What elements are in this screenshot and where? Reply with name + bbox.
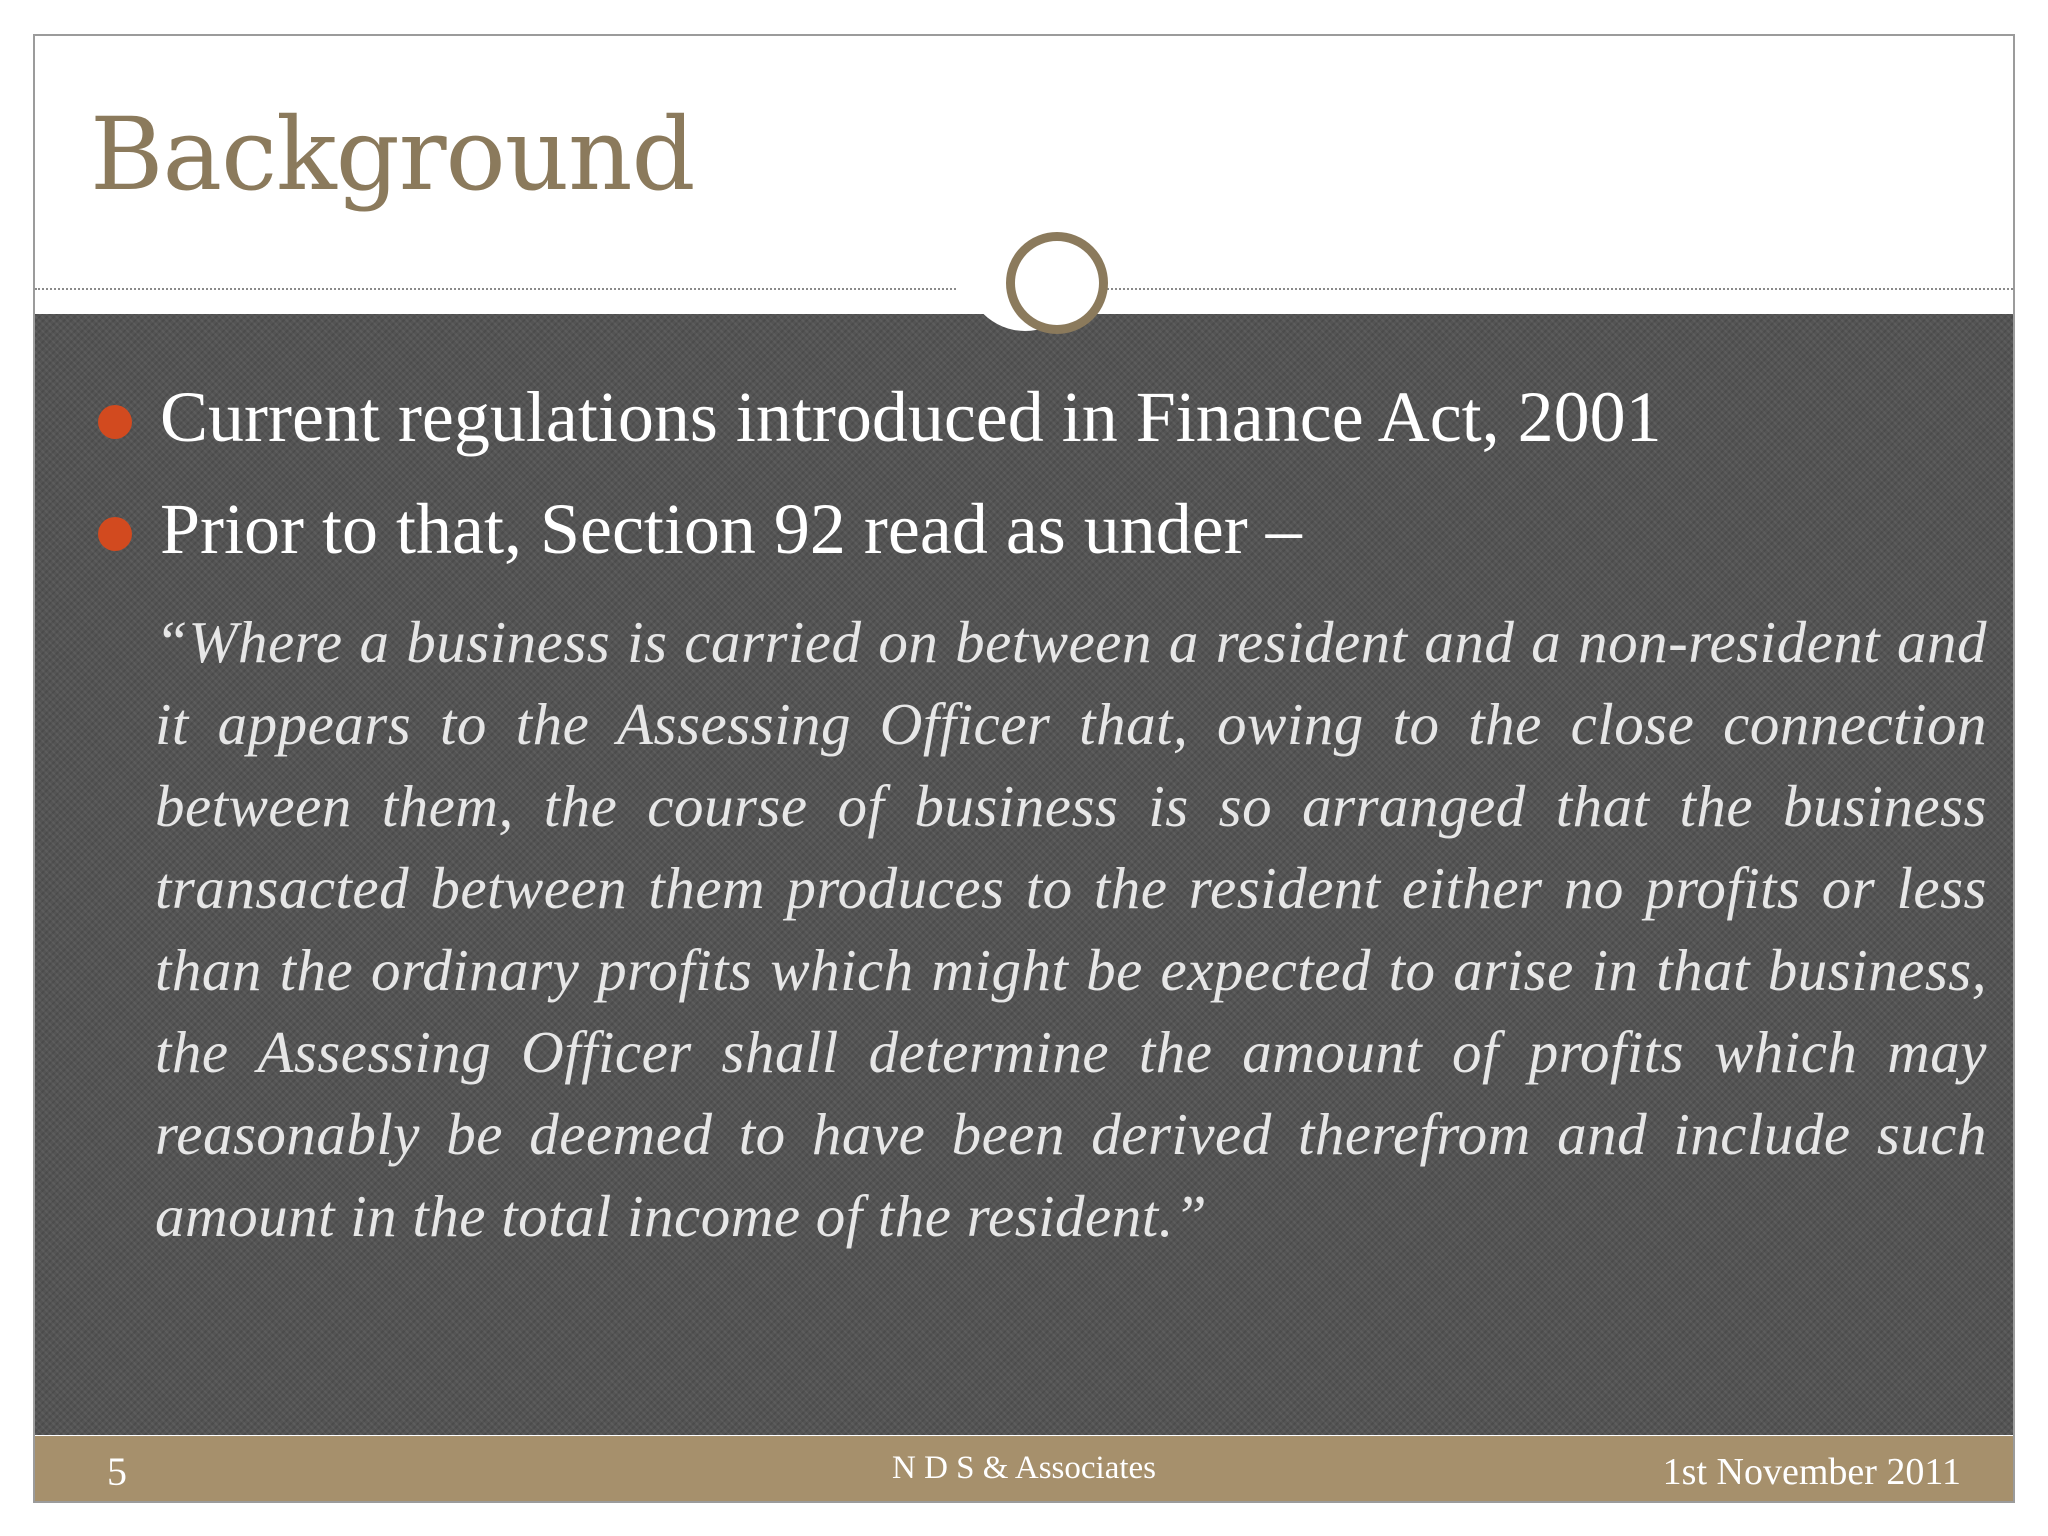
bullet-dot-icon xyxy=(98,517,132,551)
divider-line-left xyxy=(35,288,956,290)
slide-title: Background xyxy=(90,96,695,213)
divider-line-right xyxy=(1091,288,2013,290)
section-92-quote: “Where a business is carried on between a resident and a non-resident and it appears to the Assessing Officer that, owing to the close connection between them, the course of business is so arranged that the business transacted between them produces to the resident either no profits or less than the ordinary profits which might be expected to arise in that business, the Assessing Officer shall determine the amount of profits which may reasonably be deemed to have been derived therefrom and include such amount in the total income of the resident.” xyxy=(155,609,1987,1249)
bullet-text: Prior to that, Section 92 read as under – xyxy=(160,489,1302,569)
footer-bar xyxy=(35,1436,2013,1503)
slide xyxy=(33,34,2015,1503)
ring-ornament-icon xyxy=(1006,232,1108,334)
bullet-dot-icon xyxy=(98,405,132,439)
bullet-list xyxy=(95,361,1995,585)
page-number: 5 xyxy=(107,1449,127,1494)
bullet-item xyxy=(95,361,1995,473)
company-name: N D S & Associates xyxy=(892,1450,1156,1486)
bullet-text: Current regulations introduced in Finance Act, 2001 xyxy=(160,377,1662,457)
bullet-item xyxy=(95,473,1995,585)
footer-date: 1st November 2011 xyxy=(1662,1451,1961,1493)
